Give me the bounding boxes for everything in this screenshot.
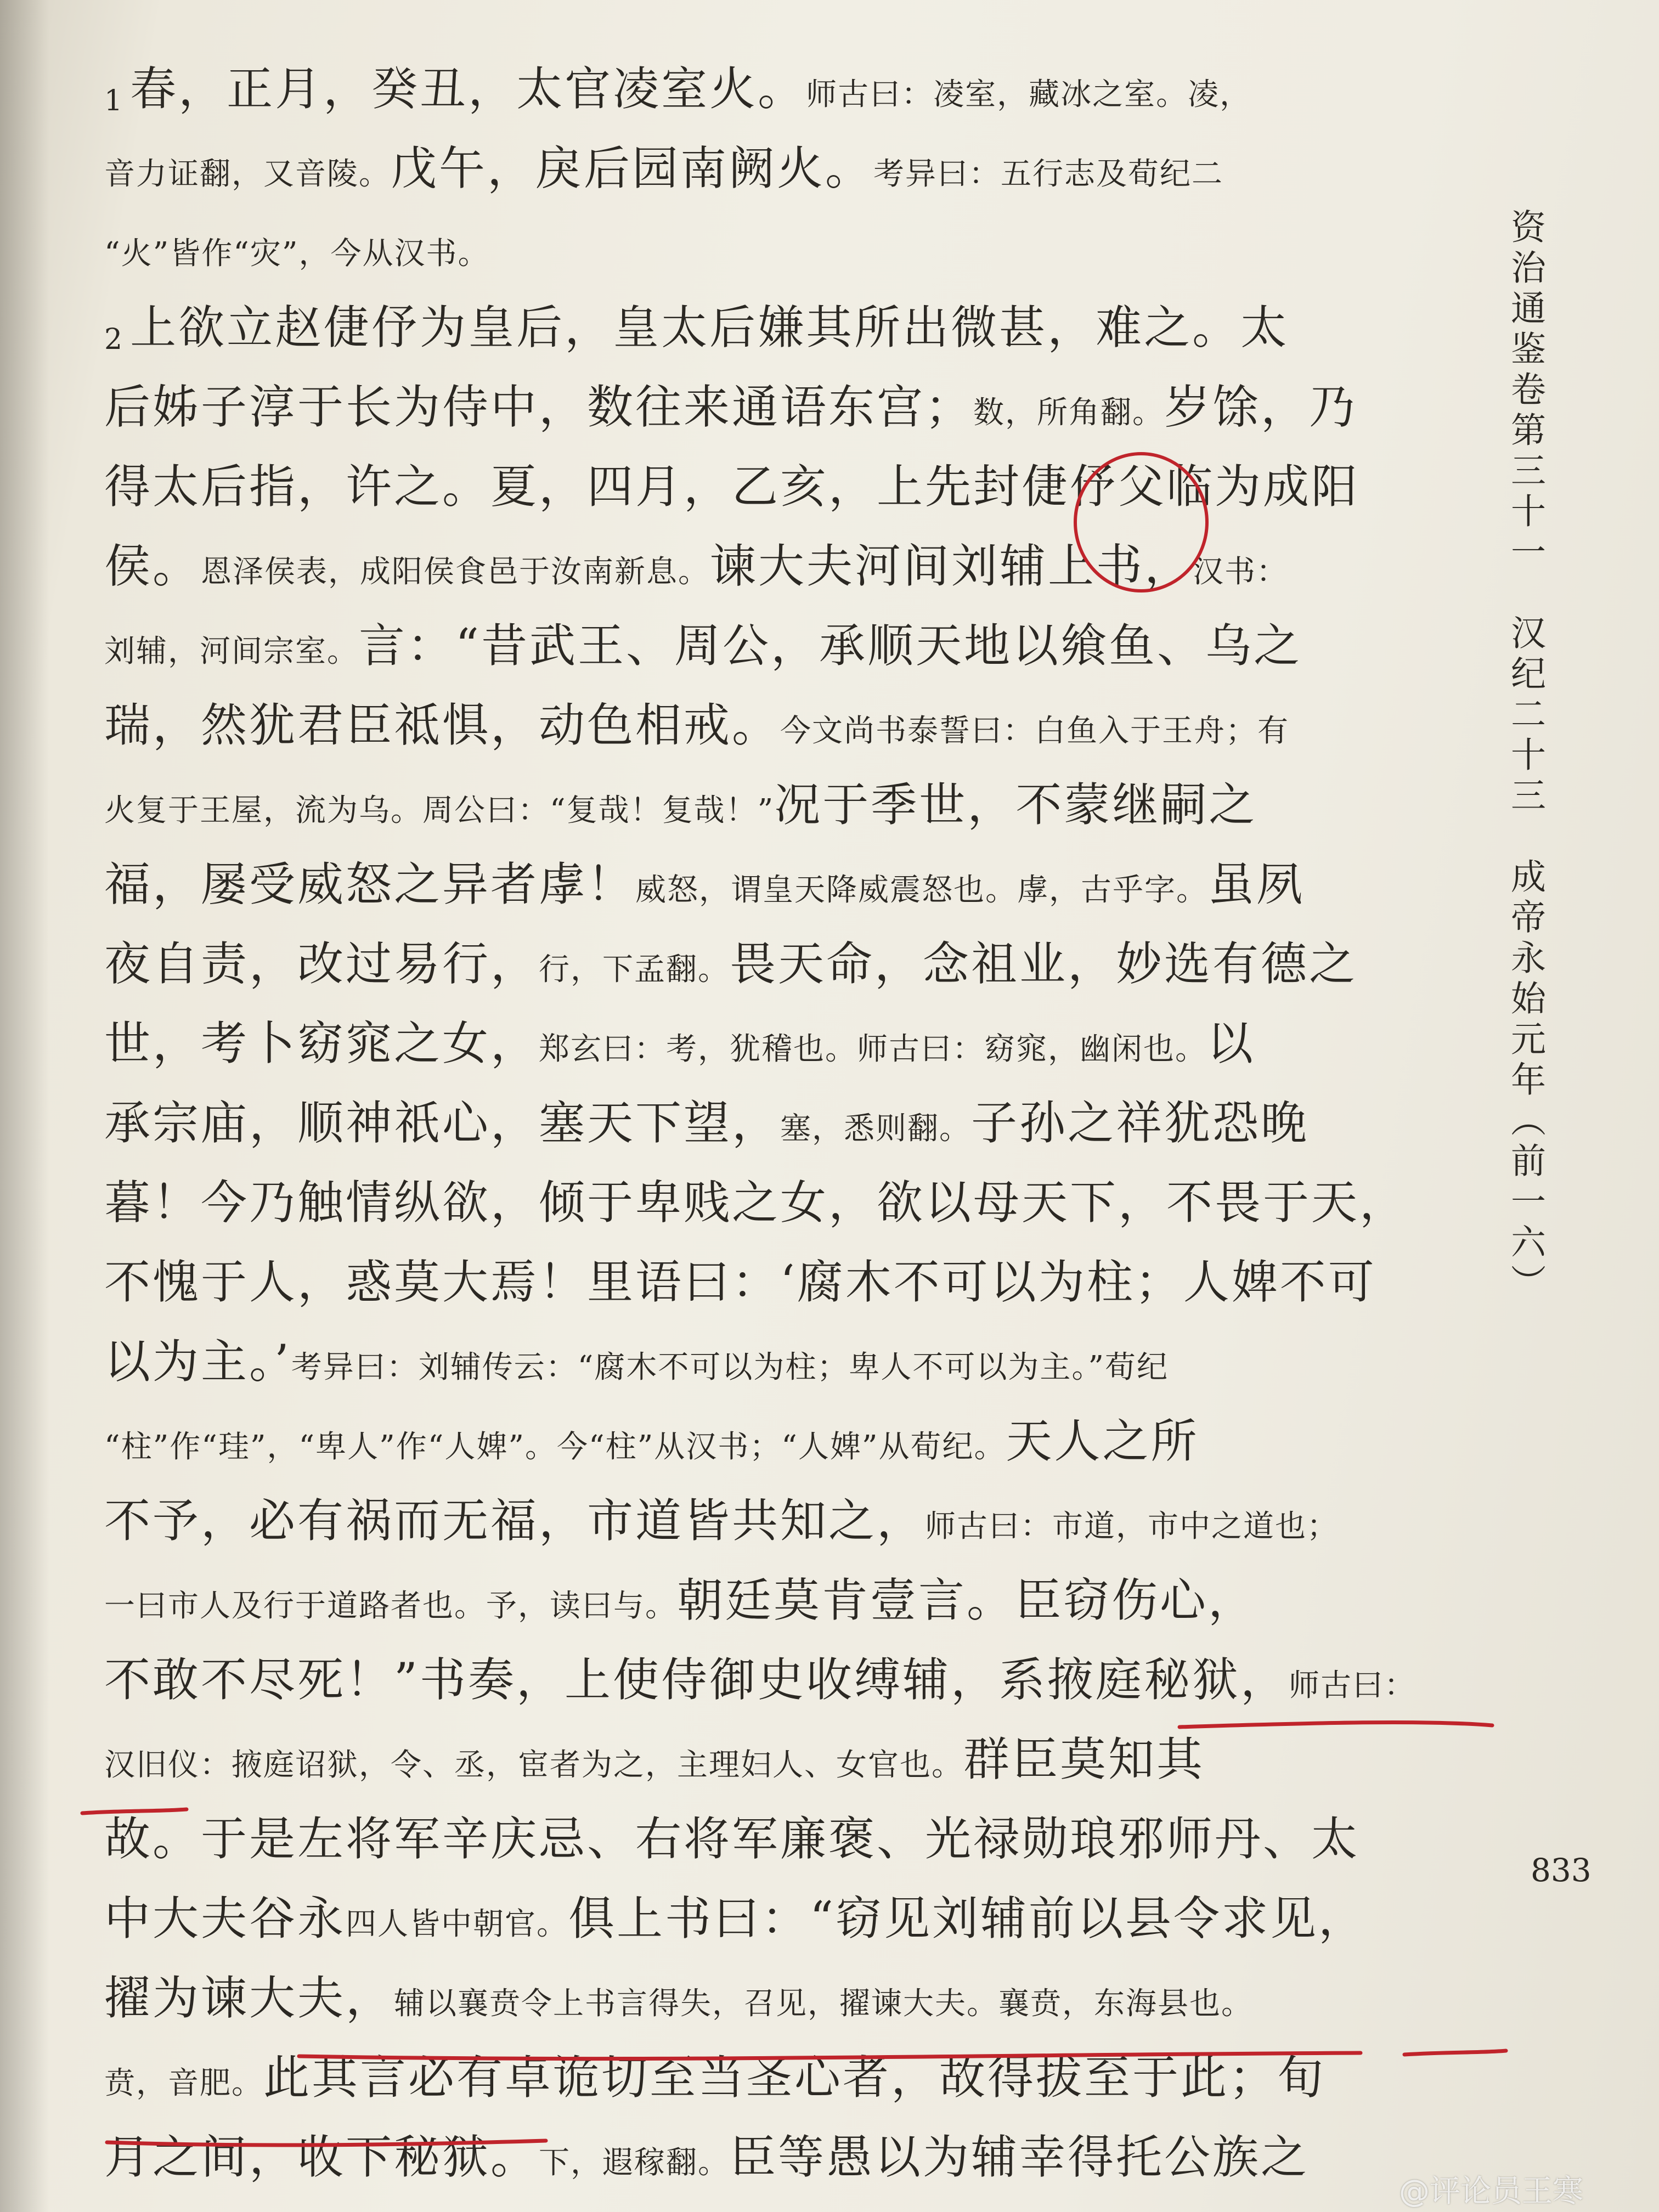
main-text: 岁馀，乃	[1164, 380, 1358, 434]
main-text: 福，屡受威怒之异者虖！	[104, 857, 636, 911]
main-text: 子孙之祥犹恐晚	[971, 1096, 1310, 1150]
text-line	[104, 1879, 1454, 1959]
text-line	[104, 1959, 1454, 2038]
main-text: 朝廷莫肯壹言。臣窃伤心，	[677, 1573, 1257, 1627]
commentary-text: 恩泽侯表，成阳侯食邑于汝南新息。	[201, 554, 710, 590]
main-text: 臣等愚以为辅幸得托公族之	[730, 2130, 1310, 2184]
main-text: 中大夫谷永	[104, 1892, 346, 1945]
main-text: 天人之所	[1006, 1414, 1199, 1468]
commentary-text: 威怒，谓皇天降威震怒也。虖，古乎字。	[635, 872, 1209, 908]
commentary-text: 郑玄曰：考，犹稽也。师古曰：窈窕，幽闲也。	[539, 1031, 1207, 1067]
commentary-text: 辅以襄贲令上书言得失，召见，擢谏大夫。襄贲，东海县也。	[394, 1986, 1254, 2022]
main-text: 上欲立赵倢伃为皇后，皇太后嫌其所出微甚，难之。太	[130, 301, 1289, 354]
main-text: 不敢不尽死！”书奏，上使侍御史收缚辅，系掖庭秘狱，	[104, 1653, 1289, 1707]
running-head: 资治通鉴卷第三十一 汉纪二十三 成帝永始元年（前一六）	[1505, 208, 1545, 1305]
main-text: 言：“昔武王、周公，承顺天地以飨鱼、乌之	[359, 619, 1302, 673]
main-text: 后姊子淳于长为侍中，数往来通语东宫；	[104, 380, 974, 434]
commentary-text: 贲，音肥。	[104, 2066, 263, 2101]
commentary-text: 四人皆中朝官。	[346, 1906, 569, 1942]
text-line	[104, 1322, 1454, 1402]
main-text: 不愧于人，惑莫大焉！里语曰：‘腐木不可以为柱；人婢不可	[104, 1255, 1376, 1309]
commentary-text: 师古曰：市道，市中之道也；	[925, 1509, 1339, 1544]
main-text: 此其言必有卓诡切至当圣心者，故得拔至于此；旬	[263, 2051, 1326, 2104]
commentary-text: 行，下孟翻。	[539, 952, 730, 988]
text-line	[104, 1402, 1454, 1481]
commentary-text: 汉旧仪：掖庭诏狱，令、丞，宦者为之，主理妇人、女官也。	[104, 1747, 963, 1783]
text-line	[104, 1561, 1454, 1640]
main-text: 以为主。’	[104, 1335, 291, 1389]
paragraph-number: 2	[104, 323, 125, 356]
text-line	[104, 1640, 1454, 1720]
main-text: 谏大夫河间刘辅上书，	[710, 539, 1193, 593]
text-line	[104, 49, 1454, 129]
commentary-text: 火复于王屋，流为乌。周公曰：“复哉！复哉！”	[104, 793, 775, 828]
page-gutter-shadow	[0, 0, 49, 2212]
commentary-text: 今文尚书泰誓曰：白鱼入于王舟；有	[780, 713, 1290, 749]
main-text: 戊午，戾后园南阙火。	[391, 142, 874, 195]
commentary-text: 下，遐稼翻。	[539, 2145, 730, 2181]
weibo-watermark: @评论员王寒	[1399, 2174, 1583, 2209]
commentary-text: 考异曰：五行志及荀纪二	[873, 156, 1224, 192]
text-line	[104, 1720, 1454, 1799]
commentary-text: 师古曰：	[1288, 1668, 1416, 1703]
text-line	[104, 527, 1454, 606]
text-line	[104, 2118, 1454, 2197]
main-text: 故。于是左将军辛庆忌、右将军廉褒、光禄勋琅邪师丹、太	[104, 1812, 1360, 1866]
commentary-text: 音力证翻，又音陵。	[104, 156, 391, 192]
text-line	[104, 606, 1454, 686]
text-line	[104, 2038, 1454, 2118]
text-line	[104, 447, 1454, 527]
commentary-text: 数，所角翻。	[973, 395, 1165, 431]
commentary-text: 刘辅，河间宗室。	[104, 634, 359, 669]
main-text: 不予，必有祸而无福，市道皆共知之，	[104, 1494, 926, 1548]
commentary-text: 师古曰：凌室，藏冰之室。凌，	[806, 77, 1252, 112]
main-text: 俱上书曰：“窃见刘辅前以县令求见，	[568, 1892, 1367, 1945]
text-line	[104, 1004, 1454, 1084]
text-line	[104, 765, 1454, 845]
commentary-text: 塞，悉则翻。	[780, 1111, 972, 1147]
main-text: 擢为谏大夫，	[104, 1971, 394, 2025]
main-text: 群臣莫知其	[963, 1733, 1205, 1786]
text-line	[104, 1084, 1454, 1163]
text-line	[104, 1799, 1454, 1879]
text-line	[104, 368, 1454, 447]
text-line	[104, 288, 1454, 368]
text-line	[104, 924, 1454, 1004]
main-text: 瑞，然犹君臣祗惧，动色相戒。	[104, 698, 781, 752]
text-line	[104, 686, 1454, 765]
main-text: 承宗庙，顺神祇心，塞天下望，	[104, 1096, 781, 1150]
text-line	[104, 129, 1454, 208]
main-text: 春，正月，癸丑，太官凌室火。	[130, 62, 806, 116]
main-text: 畏天命，念祖业，妙选有德之	[730, 937, 1358, 991]
main-text: 况于季世，不蒙继嗣之	[774, 778, 1257, 832]
text-line	[104, 845, 1454, 924]
commentary-text: “火”皆作“灾”，今从汉书。	[104, 236, 490, 272]
main-text: 暮！今乃触情纵欲，倾于卑贱之女，欲以母天下，不畏于天，	[104, 1176, 1408, 1229]
text-line	[104, 208, 1454, 288]
main-text: 夜自责，改过易行，	[104, 937, 539, 991]
text-line	[104, 1481, 1454, 1561]
main-text: 月之间，收下秘狱。	[104, 2130, 539, 2184]
main-text: 世，考卜窈窕之女，	[104, 1017, 539, 1070]
commentary-text: “柱”作“珪”，“卑人”作“人婢”。今“柱”从汉书；“人婢”从荀纪。	[104, 1429, 1006, 1465]
main-text: 侯。	[104, 539, 201, 593]
page-number: 833	[1531, 1852, 1592, 1889]
text-line	[104, 1163, 1454, 1243]
main-text: 虽夙	[1208, 857, 1305, 911]
book-body-text	[104, 49, 1454, 2197]
commentary-text: 汉书：	[1193, 554, 1289, 590]
main-text: 以	[1207, 1017, 1256, 1070]
commentary-text: 考异曰：刘辅传云：“腐木不可以为柱；卑人不可以为主。”荀纪	[291, 1350, 1169, 1385]
commentary-text: 一曰市人及行于道路者也。予，读曰与。	[104, 1588, 677, 1624]
paragraph-number: 1	[104, 84, 125, 117]
main-text: 得太后指，许之。夏，四月，乙亥，上先封倢伃父临为成阳	[104, 460, 1360, 514]
text-line	[104, 1243, 1454, 1322]
